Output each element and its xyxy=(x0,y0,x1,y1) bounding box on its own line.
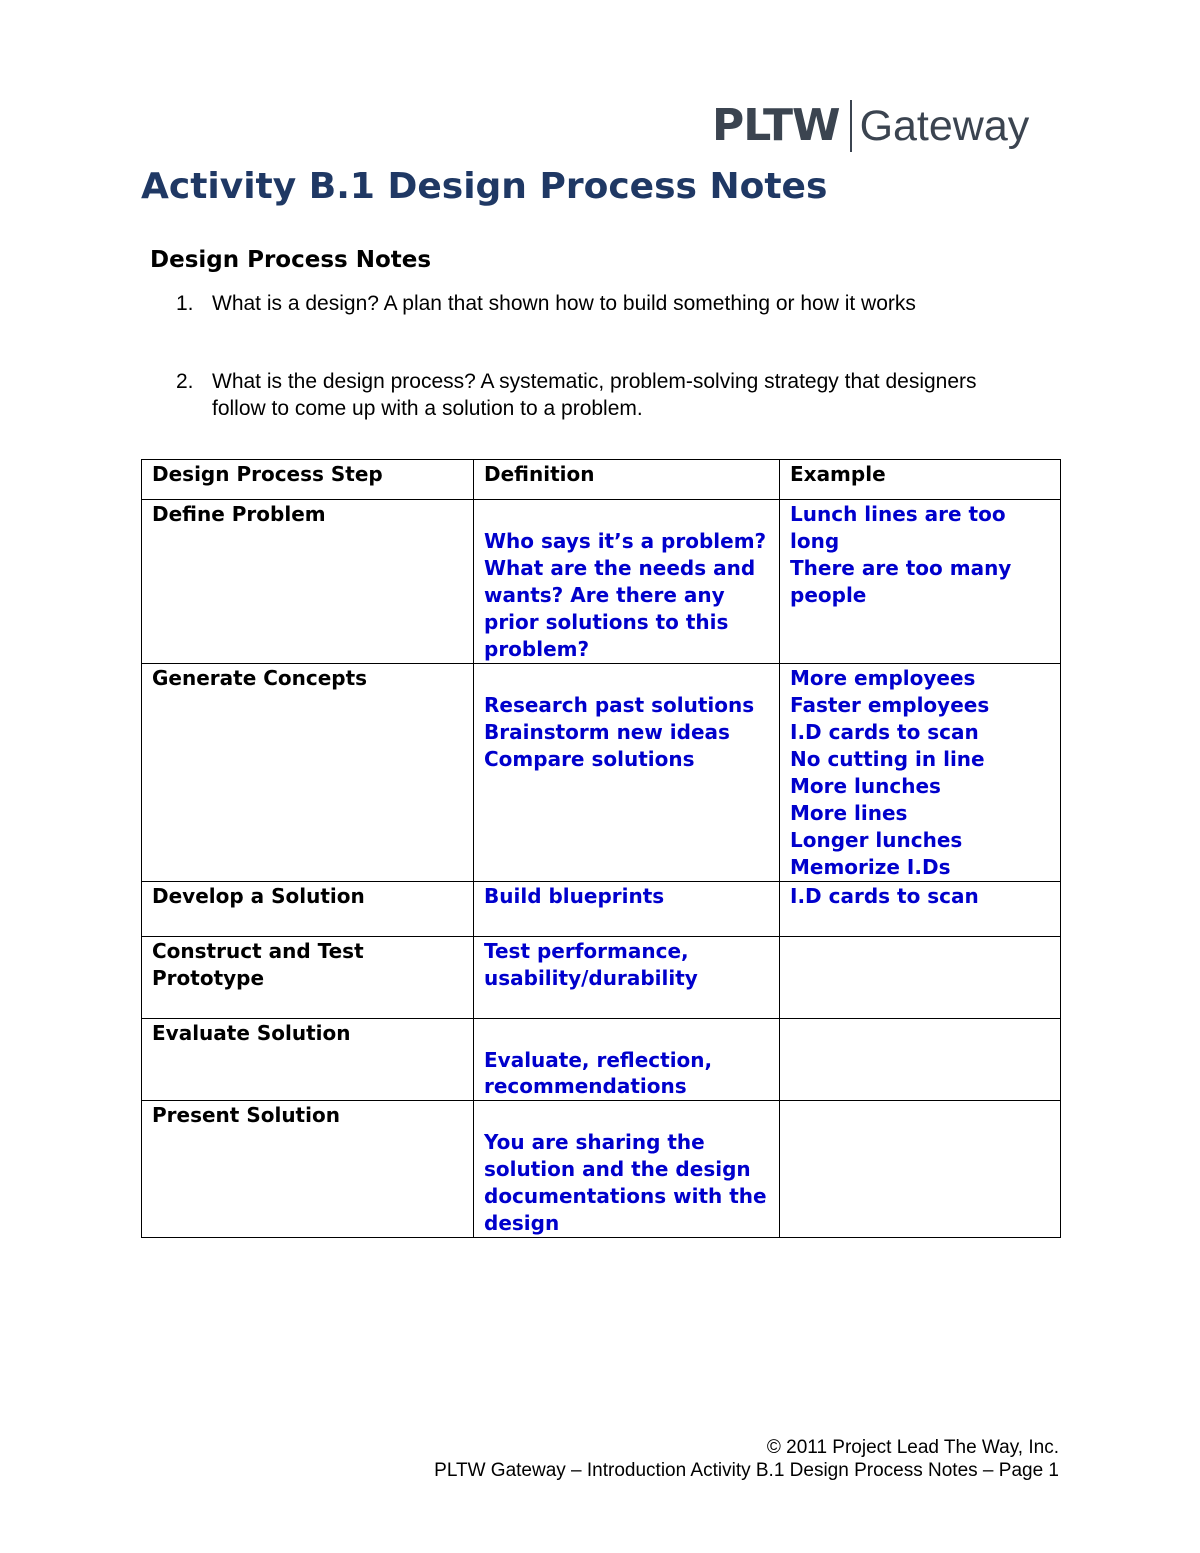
example-cell xyxy=(780,1101,1061,1238)
table-row xyxy=(142,1019,1061,1101)
step-cell xyxy=(142,937,474,1019)
table-row xyxy=(142,664,1061,882)
step-label: Generate Concepts xyxy=(152,666,368,690)
step-label: Evaluate Solution xyxy=(152,1021,351,1045)
definition-text: Test performance, usability/durability xyxy=(484,939,698,990)
example-line: I.D cards to scan xyxy=(790,720,979,744)
example-line: Memorize I.Ds xyxy=(790,855,951,879)
step-cell xyxy=(142,500,474,664)
question-number: 1. xyxy=(176,292,194,315)
example-cell xyxy=(780,937,1061,1019)
example-line: More employees xyxy=(790,666,976,690)
example-line: More lines xyxy=(790,801,908,825)
logo-divider xyxy=(850,100,852,152)
definition-line: Brainstorm new ideas xyxy=(484,720,730,744)
column-header-example: Example xyxy=(780,460,1061,500)
pltw-gateway-logo xyxy=(712,96,1029,156)
question-number: 2. xyxy=(176,370,194,393)
example-line: Longer lunches xyxy=(790,828,963,852)
definition-cell xyxy=(474,882,780,937)
definition-text: Evaluate, reflection, recommendations xyxy=(484,1048,713,1098)
definition-text: You are sharing the solution and the design documentations with the design xyxy=(484,1130,767,1235)
step-cell xyxy=(142,1019,474,1101)
table-row xyxy=(142,500,1061,664)
example-cell xyxy=(780,500,1061,664)
table-row xyxy=(142,1101,1061,1238)
definition-text: Build blueprints xyxy=(484,884,665,908)
question-text: What is the design process? A systematic, problem-solving strategy that designers follow to come up with a solution to a problem. xyxy=(212,370,977,420)
definition-cell xyxy=(474,1101,780,1238)
table-header-row xyxy=(142,460,1061,500)
example-line: More lunches xyxy=(790,774,941,798)
table-row xyxy=(142,882,1061,937)
page-title: Activity B.1 Design Process Notes xyxy=(141,166,828,207)
step-label: Define Problem xyxy=(152,502,326,526)
example-cell xyxy=(780,882,1061,937)
step-label: Construct and Test Prototype xyxy=(152,939,364,990)
example-cell xyxy=(780,664,1061,882)
column-header-definition: Definition xyxy=(474,460,780,500)
definition-cell xyxy=(474,937,780,1019)
footer-copyright: © 2011 Project Lead The Way, Inc. xyxy=(766,1437,1059,1458)
example-line: Faster employees xyxy=(790,693,990,717)
question-text: What is a design? A plan that shown how to build something or how it works xyxy=(212,292,916,315)
table-row xyxy=(142,937,1061,1019)
column-header-step: Design Process Step xyxy=(142,460,474,500)
example-text: I.D cards to scan xyxy=(790,884,979,908)
footer-page-line: PLTW Gateway – Introduction Activity B.1 Design Process Notes – Page 1 xyxy=(434,1460,1059,1481)
definition-cell xyxy=(474,1019,780,1101)
definition-cell xyxy=(474,664,780,882)
section-heading: Design Process Notes xyxy=(150,247,432,273)
example-cell xyxy=(780,1019,1061,1101)
example-line: No cutting in line xyxy=(790,747,985,771)
logo-product: Gateway xyxy=(859,101,1030,150)
definition-line: Research past solutions xyxy=(484,693,755,717)
step-cell xyxy=(142,882,474,937)
step-cell xyxy=(142,1101,474,1238)
example-line: There are too many people xyxy=(790,556,1012,607)
page-footer xyxy=(434,1436,1059,1482)
definition-cell xyxy=(474,500,780,664)
example-line: Lunch lines are too long xyxy=(790,502,1006,553)
definition-text: Who says it’s a problem? What are the needs and wants? Are there any prior solutions to this problem? xyxy=(484,529,767,661)
step-label: Develop a Solution xyxy=(152,884,365,908)
definition-line: Compare solutions xyxy=(484,747,695,771)
step-cell xyxy=(142,664,474,882)
design-process-table xyxy=(141,459,1061,1238)
logo-brand: PLTW xyxy=(712,100,840,151)
step-label: Present Solution xyxy=(152,1103,340,1127)
